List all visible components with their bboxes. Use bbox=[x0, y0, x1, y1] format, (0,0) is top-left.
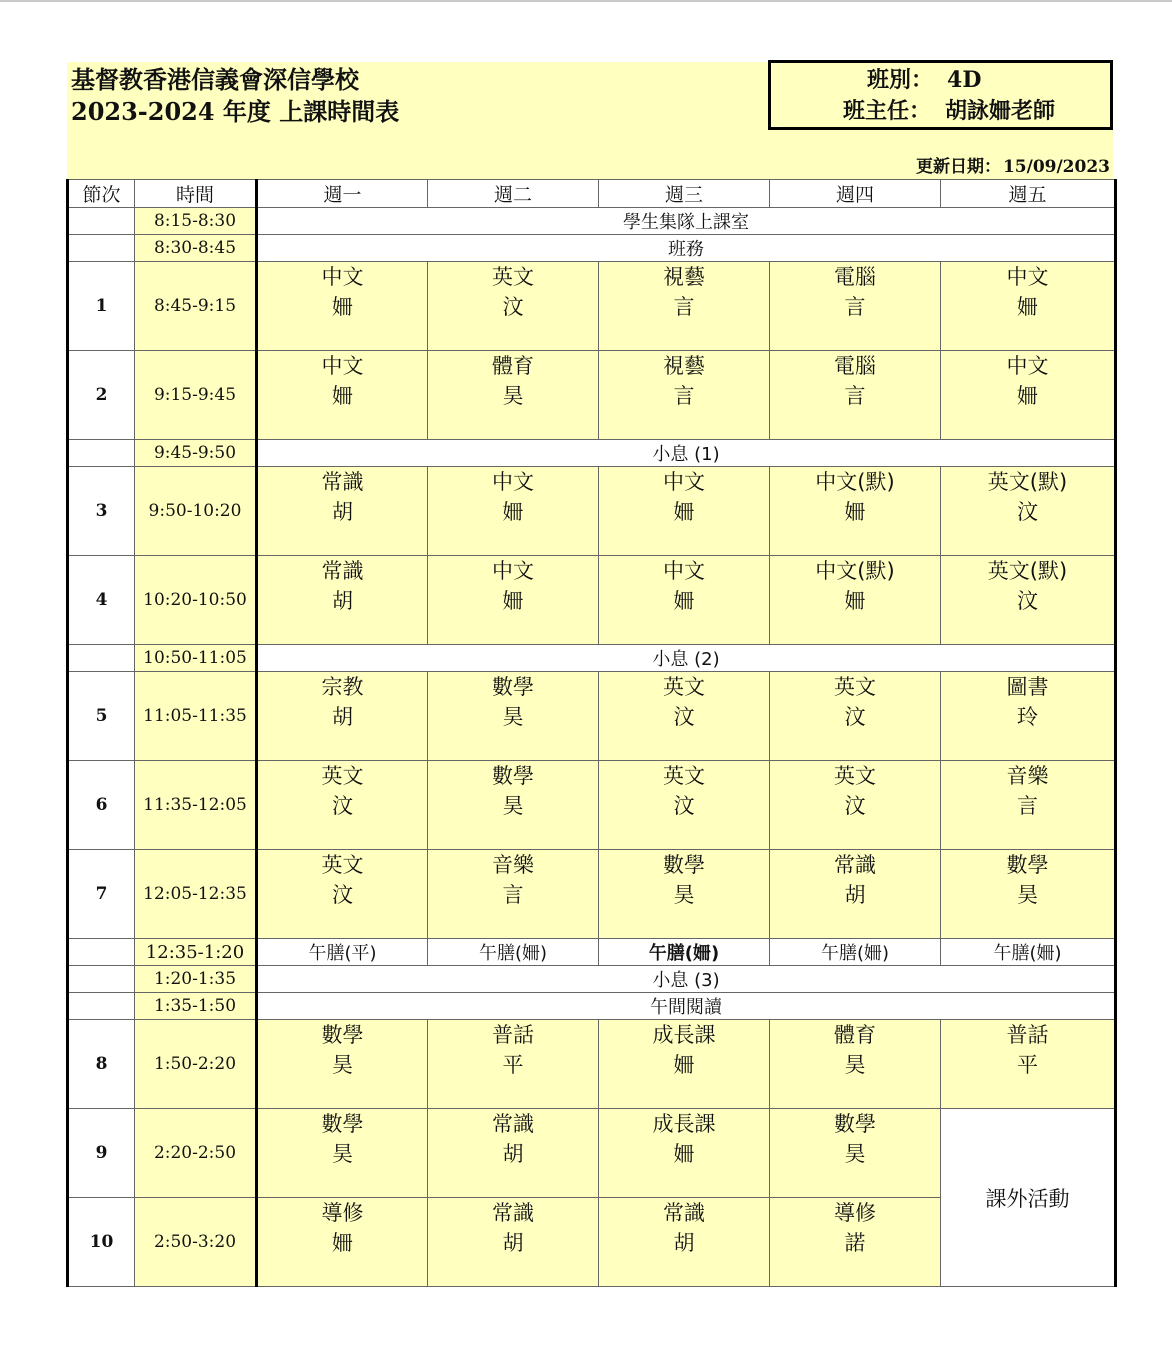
lesson-cell bbox=[428, 761, 599, 850]
subject: 音樂 bbox=[492, 853, 534, 877]
lesson-cell bbox=[599, 672, 770, 761]
assembly-cell: 學生集隊上課室 bbox=[257, 208, 1116, 235]
subject: 電腦 bbox=[834, 354, 876, 378]
break-cell: 小息 (2) bbox=[257, 645, 1116, 672]
subject: 常識 bbox=[492, 1201, 534, 1225]
lesson-cell bbox=[428, 467, 599, 556]
column-header-fri: 週五 bbox=[941, 180, 1116, 208]
lesson-cell bbox=[599, 850, 770, 939]
column-header-row bbox=[68, 180, 1116, 208]
time-cell: 8:15-8:30 bbox=[135, 208, 257, 235]
lesson-cell bbox=[941, 761, 1116, 850]
lesson-row bbox=[68, 262, 1116, 351]
subject: 中文 bbox=[1006, 354, 1049, 378]
teacher: 言 bbox=[673, 384, 695, 408]
teacher: 姍 bbox=[673, 1142, 695, 1166]
timetable bbox=[66, 179, 1117, 1287]
subject: 中文(默) bbox=[815, 470, 895, 494]
top-rule bbox=[0, 0, 1172, 2]
teacher: 言 bbox=[502, 883, 524, 907]
lunch-cell: 午膳(平) bbox=[257, 939, 428, 966]
assembly-row bbox=[68, 208, 1116, 235]
subject: 數學 bbox=[1006, 853, 1049, 877]
time-cell: 1:35-1:50 bbox=[135, 993, 257, 1020]
lesson-cell bbox=[428, 351, 599, 440]
subject: 中文 bbox=[492, 470, 534, 494]
subject: 宗教 bbox=[321, 675, 364, 699]
class-label: 班別： bbox=[867, 67, 934, 93]
time-cell: 9:50-10:20 bbox=[135, 467, 257, 556]
teacher: 姍 bbox=[332, 384, 353, 408]
subject: 英文 bbox=[663, 675, 705, 699]
lesson-row bbox=[68, 1020, 1116, 1109]
subject: 常識 bbox=[492, 1112, 534, 1136]
subject: 常識 bbox=[663, 1201, 705, 1225]
lesson-cell bbox=[941, 351, 1116, 440]
subject: 中文 bbox=[492, 559, 534, 583]
column-header-mon: 週一 bbox=[257, 180, 428, 208]
period-cell bbox=[68, 235, 135, 262]
teacher: 姍 bbox=[1017, 384, 1038, 408]
subject: 中文 bbox=[663, 470, 705, 494]
teacher: 昊 bbox=[844, 1142, 866, 1166]
lunch-cell: 午膳(姍) bbox=[599, 939, 770, 966]
subject: 中文 bbox=[1006, 265, 1049, 289]
teacher: 昊 bbox=[1017, 883, 1038, 907]
subject: 成長課 bbox=[652, 1023, 716, 1047]
subject: 普話 bbox=[1006, 1023, 1049, 1047]
subject: 電腦 bbox=[834, 265, 876, 289]
lesson-cell bbox=[599, 556, 770, 645]
lesson-cell bbox=[941, 262, 1116, 351]
period-cell bbox=[68, 645, 135, 672]
teacher: 汶 bbox=[332, 883, 353, 907]
teacher: 姍 bbox=[844, 500, 866, 524]
subject: 導修 bbox=[321, 1201, 364, 1225]
lesson-cell bbox=[257, 761, 428, 850]
lesson-cell bbox=[770, 672, 941, 761]
period-number: 10 bbox=[68, 1198, 135, 1287]
subject: 中文 bbox=[321, 354, 364, 378]
period-number: 6 bbox=[68, 761, 135, 850]
lesson-cell bbox=[428, 1020, 599, 1109]
subject: 英文 bbox=[663, 764, 705, 788]
teacher: 言 bbox=[844, 384, 866, 408]
time-cell: 9:15-9:45 bbox=[135, 351, 257, 440]
time-cell: 8:30-8:45 bbox=[135, 235, 257, 262]
period-cell bbox=[68, 440, 135, 467]
teacher: 汶 bbox=[1017, 589, 1038, 613]
period-number: 5 bbox=[68, 672, 135, 761]
lesson-row bbox=[68, 672, 1116, 761]
lesson-cell bbox=[257, 850, 428, 939]
period-number: 7 bbox=[68, 850, 135, 939]
break-cell: 小息 (3) bbox=[257, 966, 1116, 993]
column-header-thu: 週四 bbox=[770, 180, 941, 208]
lesson-cell bbox=[941, 1020, 1116, 1109]
lesson-cell bbox=[770, 1198, 941, 1287]
updated-value: 15/09/2023 bbox=[1002, 157, 1110, 177]
period-number: 8 bbox=[68, 1020, 135, 1109]
teacher-row bbox=[843, 96, 1055, 126]
lunch-row bbox=[68, 939, 1116, 966]
subject: 數學 bbox=[834, 1112, 876, 1136]
teacher-value: 胡詠姍老師 bbox=[945, 98, 1056, 124]
lesson-cell bbox=[941, 556, 1116, 645]
time-cell: 1:20-1:35 bbox=[135, 966, 257, 993]
lesson-cell bbox=[257, 1109, 428, 1198]
subject: 視藝 bbox=[663, 265, 705, 289]
lesson-cell bbox=[599, 1020, 770, 1109]
teacher: 姍 bbox=[332, 295, 353, 319]
time-cell: 11:05-11:35 bbox=[135, 672, 257, 761]
time-cell: 12:35-1:20 bbox=[135, 939, 257, 966]
teacher: 汶 bbox=[673, 705, 695, 729]
lesson-cell bbox=[599, 262, 770, 351]
lesson-cell bbox=[257, 1020, 428, 1109]
subject: 數學 bbox=[492, 675, 534, 699]
period-cell bbox=[68, 208, 135, 235]
lesson-row bbox=[68, 351, 1116, 440]
teacher: 昊 bbox=[502, 705, 524, 729]
teacher: 姍 bbox=[673, 1053, 695, 1077]
lunch-cell: 午膳(姍) bbox=[941, 939, 1116, 966]
subject: 英文 bbox=[492, 265, 534, 289]
lesson-cell bbox=[257, 1198, 428, 1287]
subject: 體育 bbox=[834, 1023, 876, 1047]
teacher: 胡 bbox=[502, 1231, 524, 1255]
break-row bbox=[68, 440, 1116, 467]
lesson-cell bbox=[599, 1109, 770, 1198]
subject: 英文 bbox=[321, 853, 364, 877]
extracurricular-cell: 課外活動 bbox=[941, 1109, 1116, 1287]
lesson-cell bbox=[428, 850, 599, 939]
time-cell: 2:50-3:20 bbox=[135, 1198, 257, 1287]
subject: 數學 bbox=[321, 1023, 364, 1047]
teacher: 姍 bbox=[673, 589, 695, 613]
lesson-cell bbox=[770, 1020, 941, 1109]
class-admin-row bbox=[68, 235, 1116, 262]
teacher: 言 bbox=[673, 295, 695, 319]
lesson-cell bbox=[770, 351, 941, 440]
subject: 視藝 bbox=[663, 354, 705, 378]
teacher: 玲 bbox=[1017, 705, 1038, 729]
teacher: 胡 bbox=[332, 500, 353, 524]
period-number: 2 bbox=[68, 351, 135, 440]
reading-cell: 午間閱讀 bbox=[257, 993, 1116, 1020]
time-cell: 8:45-9:15 bbox=[135, 262, 257, 351]
lesson-cell bbox=[599, 351, 770, 440]
lesson-cell bbox=[599, 761, 770, 850]
lunch-cell: 午膳(姍) bbox=[428, 939, 599, 966]
break-row bbox=[68, 645, 1116, 672]
lesson-cell bbox=[428, 1109, 599, 1198]
time-cell: 12:05-12:35 bbox=[135, 850, 257, 939]
lesson-cell bbox=[257, 556, 428, 645]
reading-row bbox=[68, 993, 1116, 1020]
school-name: 基督教香港信義會深信學校 bbox=[71, 65, 359, 94]
subject: 英文(默) bbox=[987, 559, 1068, 583]
lesson-cell bbox=[770, 467, 941, 556]
teacher: 胡 bbox=[502, 1142, 524, 1166]
period-cell bbox=[68, 939, 135, 966]
lesson-cell bbox=[941, 672, 1116, 761]
subject: 中文(默) bbox=[815, 559, 895, 583]
subject: 數學 bbox=[321, 1112, 364, 1136]
subject: 常識 bbox=[321, 470, 364, 494]
teacher: 姍 bbox=[673, 500, 695, 524]
teacher: 姍 bbox=[844, 589, 866, 613]
subject: 體育 bbox=[492, 354, 534, 378]
teacher: 汶 bbox=[1017, 500, 1038, 524]
teacher: 姍 bbox=[332, 1231, 353, 1255]
lesson-cell bbox=[770, 850, 941, 939]
subject: 圖書 bbox=[1006, 675, 1049, 699]
lesson-row bbox=[68, 467, 1116, 556]
updated-date bbox=[916, 152, 1110, 177]
lunch-cell: 午膳(姍) bbox=[770, 939, 941, 966]
column-header-tue: 週二 bbox=[428, 180, 599, 208]
lesson-cell bbox=[770, 556, 941, 645]
subject: 英文 bbox=[834, 764, 876, 788]
lesson-cell bbox=[428, 672, 599, 761]
subject: 導修 bbox=[834, 1201, 876, 1225]
class-info-box bbox=[768, 60, 1113, 130]
column-header-period: 節次 bbox=[68, 180, 135, 208]
class-value: 4D bbox=[947, 67, 982, 93]
lesson-cell bbox=[257, 351, 428, 440]
time-cell: 11:35-12:05 bbox=[135, 761, 257, 850]
time-cell: 2:20-2:50 bbox=[135, 1109, 257, 1198]
subject: 英文(默) bbox=[987, 470, 1068, 494]
teacher: 諾 bbox=[844, 1231, 866, 1255]
teacher: 昊 bbox=[502, 384, 524, 408]
lesson-cell bbox=[428, 262, 599, 351]
break-row bbox=[68, 966, 1116, 993]
subject: 常識 bbox=[834, 853, 876, 877]
class-admin-cell: 班務 bbox=[257, 235, 1116, 262]
teacher: 平 bbox=[502, 1053, 524, 1077]
timetable-title: 2023-2024 年度 上課時間表 bbox=[71, 97, 400, 126]
lesson-cell bbox=[941, 850, 1116, 939]
lesson-row bbox=[68, 1109, 1116, 1198]
teacher: 昊 bbox=[844, 1053, 866, 1077]
lesson-cell bbox=[770, 1109, 941, 1198]
teacher: 姍 bbox=[1017, 295, 1038, 319]
teacher: 胡 bbox=[673, 1231, 695, 1255]
time-cell: 10:50-11:05 bbox=[135, 645, 257, 672]
teacher: 汶 bbox=[844, 705, 866, 729]
lesson-cell bbox=[257, 467, 428, 556]
teacher: 汶 bbox=[673, 794, 695, 818]
lesson-cell bbox=[428, 556, 599, 645]
column-header-time: 時間 bbox=[135, 180, 257, 208]
subject: 數學 bbox=[492, 764, 534, 788]
lesson-cell bbox=[257, 262, 428, 351]
teacher: 昊 bbox=[673, 883, 695, 907]
teacher: 昊 bbox=[502, 794, 524, 818]
period-cell bbox=[68, 966, 135, 993]
teacher: 姍 bbox=[502, 589, 524, 613]
lesson-cell bbox=[599, 1198, 770, 1287]
lesson-row bbox=[68, 556, 1116, 645]
lesson-cell bbox=[941, 467, 1116, 556]
subject: 音樂 bbox=[1006, 764, 1049, 788]
period-number: 3 bbox=[68, 467, 135, 556]
lesson-cell bbox=[428, 1198, 599, 1287]
class-row bbox=[867, 65, 981, 95]
time-cell: 10:20-10:50 bbox=[135, 556, 257, 645]
teacher-label: 班主任： bbox=[843, 98, 932, 124]
updated-label: 更新日期： bbox=[915, 157, 1001, 177]
teacher: 平 bbox=[1017, 1053, 1038, 1077]
teacher: 胡 bbox=[844, 883, 866, 907]
lesson-cell bbox=[770, 262, 941, 351]
teacher: 汶 bbox=[332, 794, 353, 818]
teacher: 姍 bbox=[502, 500, 524, 524]
period-number: 4 bbox=[68, 556, 135, 645]
teacher: 胡 bbox=[332, 589, 353, 613]
lesson-row bbox=[68, 850, 1116, 939]
lesson-cell bbox=[599, 467, 770, 556]
lesson-cell bbox=[770, 761, 941, 850]
break-cell: 小息 (1) bbox=[257, 440, 1116, 467]
lesson-cell bbox=[257, 672, 428, 761]
subject: 英文 bbox=[834, 675, 876, 699]
period-number: 9 bbox=[68, 1109, 135, 1198]
teacher: 言 bbox=[844, 295, 866, 319]
teacher: 汶 bbox=[502, 295, 524, 319]
teacher: 昊 bbox=[332, 1053, 353, 1077]
lesson-row bbox=[68, 761, 1116, 850]
teacher: 言 bbox=[1017, 794, 1038, 818]
teacher: 昊 bbox=[332, 1142, 353, 1166]
period-number: 1 bbox=[68, 262, 135, 351]
teacher: 汶 bbox=[844, 794, 866, 818]
subject: 常識 bbox=[321, 559, 364, 583]
time-cell: 1:50-2:20 bbox=[135, 1020, 257, 1109]
subject: 中文 bbox=[663, 559, 705, 583]
subject: 成長課 bbox=[652, 1112, 716, 1136]
teacher: 胡 bbox=[332, 705, 353, 729]
period-cell bbox=[68, 993, 135, 1020]
column-header-wed: 週三 bbox=[599, 180, 770, 208]
subject: 普話 bbox=[492, 1023, 534, 1047]
time-cell: 9:45-9:50 bbox=[135, 440, 257, 467]
subject: 數學 bbox=[663, 853, 705, 877]
subject: 中文 bbox=[321, 265, 364, 289]
subject: 英文 bbox=[321, 764, 364, 788]
